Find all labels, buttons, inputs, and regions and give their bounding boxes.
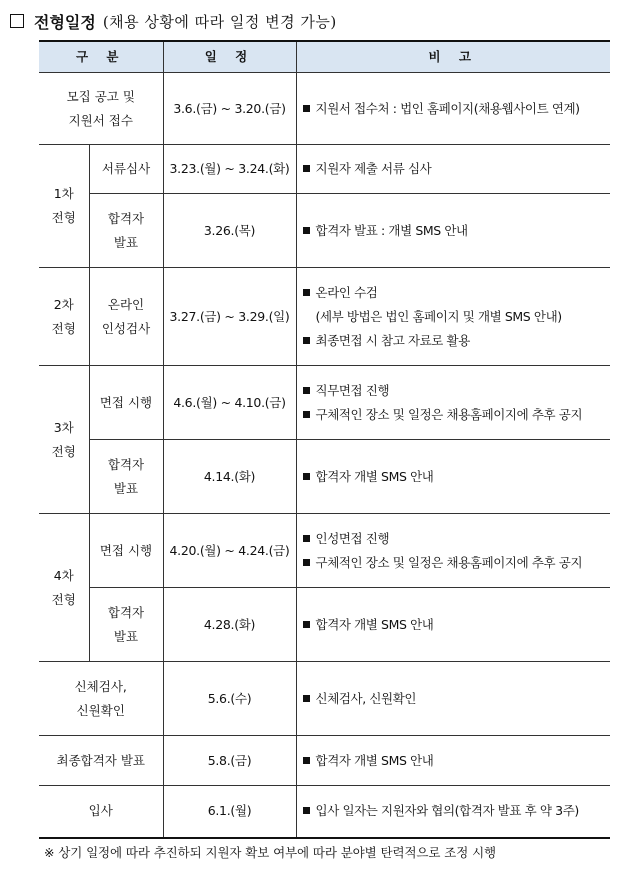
date-cell: 5.8.(금) xyxy=(163,736,296,786)
note-text: 지원서 접수처 : 법인 홈페이지(채용웹사이트 연계) xyxy=(315,100,580,116)
substage-cell xyxy=(89,588,163,662)
group-cell xyxy=(39,366,89,514)
note-item xyxy=(303,613,611,637)
table-row xyxy=(39,366,610,440)
schedule-table xyxy=(39,40,610,839)
stage-cell xyxy=(39,73,163,145)
stage-cell xyxy=(39,662,163,736)
note-text: 합격자 개별 SMS 안내 xyxy=(315,752,434,768)
square-bullet-icon xyxy=(303,165,310,172)
square-bullet-icon xyxy=(303,535,310,542)
group-cell xyxy=(39,514,89,662)
group-label: 전형 xyxy=(51,443,76,459)
note-text: 최종면접 시 참고 자료로 활용 xyxy=(315,332,470,348)
substage-line: 발표 xyxy=(113,234,139,250)
date-cell: 4.20.(월) ~ 4.24.(금) xyxy=(163,514,296,588)
header-date: 일 정 xyxy=(163,41,296,73)
table-row xyxy=(39,588,610,662)
note-item xyxy=(303,465,611,489)
substage-line: 발표 xyxy=(113,480,139,496)
substage-cell xyxy=(89,440,163,514)
notes-cell xyxy=(296,736,610,786)
section-heading xyxy=(10,8,337,34)
note-item xyxy=(303,157,611,181)
group-label: 전형 xyxy=(51,320,76,336)
stage-line: 지원서 접수 xyxy=(68,112,133,128)
substage-line: 합격자 xyxy=(107,456,145,472)
group-cell xyxy=(39,268,89,366)
note-text: 신체검사, 신원확인 xyxy=(315,690,417,706)
square-bullet-icon xyxy=(303,337,310,344)
stage-line: 신원확인 xyxy=(76,702,125,718)
note-text: 합격자 개별 SMS 안내 xyxy=(315,468,434,484)
square-bullet-icon xyxy=(303,807,310,814)
substage-line: 합격자 xyxy=(107,210,145,226)
date-cell: 4.6.(월) ~ 4.10.(금) xyxy=(163,366,296,440)
substage-line: 온라인 xyxy=(107,296,145,312)
group-label: 4차 xyxy=(53,567,74,583)
square-bullet-icon xyxy=(303,695,310,702)
table-header-row xyxy=(39,41,610,73)
date-cell: 3.26.(목) xyxy=(163,194,296,268)
notes-cell xyxy=(296,514,610,588)
note-item xyxy=(303,799,611,823)
substage-line: 합격자 xyxy=(107,604,145,620)
table-row xyxy=(39,736,610,786)
header-stage: 구 분 xyxy=(39,41,163,73)
table-row xyxy=(39,662,610,736)
square-bullet-icon xyxy=(303,621,310,628)
notes-cell xyxy=(296,662,610,736)
substage-cell xyxy=(89,194,163,268)
note-text: 직무면접 진행 xyxy=(315,382,390,398)
table-row xyxy=(39,440,610,514)
group-label: 1차 xyxy=(53,186,74,201)
note-item xyxy=(303,403,611,427)
substage-cell: 면접 시행 xyxy=(89,514,163,588)
date-cell: 4.14.(화) xyxy=(163,440,296,514)
substage-line: 인성검사 xyxy=(101,320,151,336)
square-bullet-icon xyxy=(303,757,310,764)
stage-cell: 최종합격자 발표 xyxy=(39,736,163,786)
notes-cell xyxy=(296,194,610,268)
note-item xyxy=(303,551,611,575)
notes-cell xyxy=(296,786,610,838)
checkbox-icon xyxy=(10,14,24,28)
date-cell: 3.23.(월) ~ 3.24.(화) xyxy=(163,145,296,194)
note-item xyxy=(303,305,611,329)
square-bullet-icon xyxy=(303,411,310,418)
notes-cell xyxy=(296,588,610,662)
note-item xyxy=(303,281,611,305)
stage-cell: 입사 xyxy=(39,786,163,838)
note-item xyxy=(303,749,611,773)
table-row xyxy=(39,268,610,366)
section-title: 전형일정 xyxy=(34,12,96,32)
stage-line: 모집 공고 및 xyxy=(66,88,135,104)
note-text: 합격자 개별 SMS 안내 xyxy=(315,616,434,632)
note-item xyxy=(303,527,611,551)
square-bullet-icon xyxy=(303,387,310,394)
note-text: 인성면접 진행 xyxy=(315,530,390,546)
substage-line: 발표 xyxy=(113,628,139,644)
square-bullet-icon xyxy=(303,227,310,234)
substage-cell: 면접 시행 xyxy=(89,366,163,440)
footer-note: ※ 상기 일정에 따라 추진하되 지원자 확보 여부에 따라 분야별 탄력적으로 조정 시행 xyxy=(44,845,497,860)
group-label: 2차 xyxy=(53,296,74,312)
note-item xyxy=(303,219,611,243)
table-row xyxy=(39,786,610,838)
date-cell: 3.6.(금) ~ 3.20.(금) xyxy=(163,73,296,145)
table-row xyxy=(39,194,610,268)
note-text: 지원자 제출 서류 심사 xyxy=(315,161,432,176)
table-row xyxy=(39,73,610,145)
table-row xyxy=(39,514,610,588)
notes-cell xyxy=(296,268,610,366)
note-text: (세부 방법은 법인 홈페이지 및 개별 SMS 안내) xyxy=(315,308,562,324)
square-bullet-icon xyxy=(303,105,310,112)
notes-cell xyxy=(296,366,610,440)
date-cell: 3.27.(금) ~ 3.29.(일) xyxy=(163,268,296,366)
note-item xyxy=(303,329,611,353)
note-item xyxy=(303,97,611,121)
note-text: 온라인 수검 xyxy=(315,284,378,300)
square-bullet-icon xyxy=(303,289,310,296)
note-text: 합격자 발표 : 개별 SMS 안내 xyxy=(315,222,468,238)
group-label: 전형 xyxy=(51,210,76,225)
header-notes: 비 고 xyxy=(296,41,610,73)
table-row xyxy=(39,145,610,194)
notes-cell xyxy=(296,73,610,145)
stage-line: 신체검사, xyxy=(74,678,127,694)
group-label: 전형 xyxy=(51,591,76,607)
date-cell: 5.6.(수) xyxy=(163,662,296,736)
notes-cell xyxy=(296,145,610,194)
group-label: 3차 xyxy=(53,419,74,435)
substage-cell: 서류심사 xyxy=(89,145,163,194)
note-item xyxy=(303,687,611,711)
square-bullet-icon xyxy=(303,473,310,480)
date-cell: 6.1.(월) xyxy=(163,786,296,838)
note-text: 구체적인 장소 및 일정은 채용홈페이지에 추후 공지 xyxy=(315,554,583,570)
substage-cell xyxy=(89,268,163,366)
note-item xyxy=(303,379,611,403)
group-cell xyxy=(39,145,89,268)
note-text: 입사 일자는 지원자와 협의(합격자 발표 후 약 3주) xyxy=(315,803,579,819)
section-subtitle: (채용 상황에 따라 일정 변경 가능) xyxy=(102,12,337,31)
notes-cell xyxy=(296,440,610,514)
date-cell: 4.28.(화) xyxy=(163,588,296,662)
square-bullet-icon xyxy=(303,559,310,566)
note-text: 구체적인 장소 및 일정은 채용홈페이지에 추후 공지 xyxy=(315,406,583,422)
